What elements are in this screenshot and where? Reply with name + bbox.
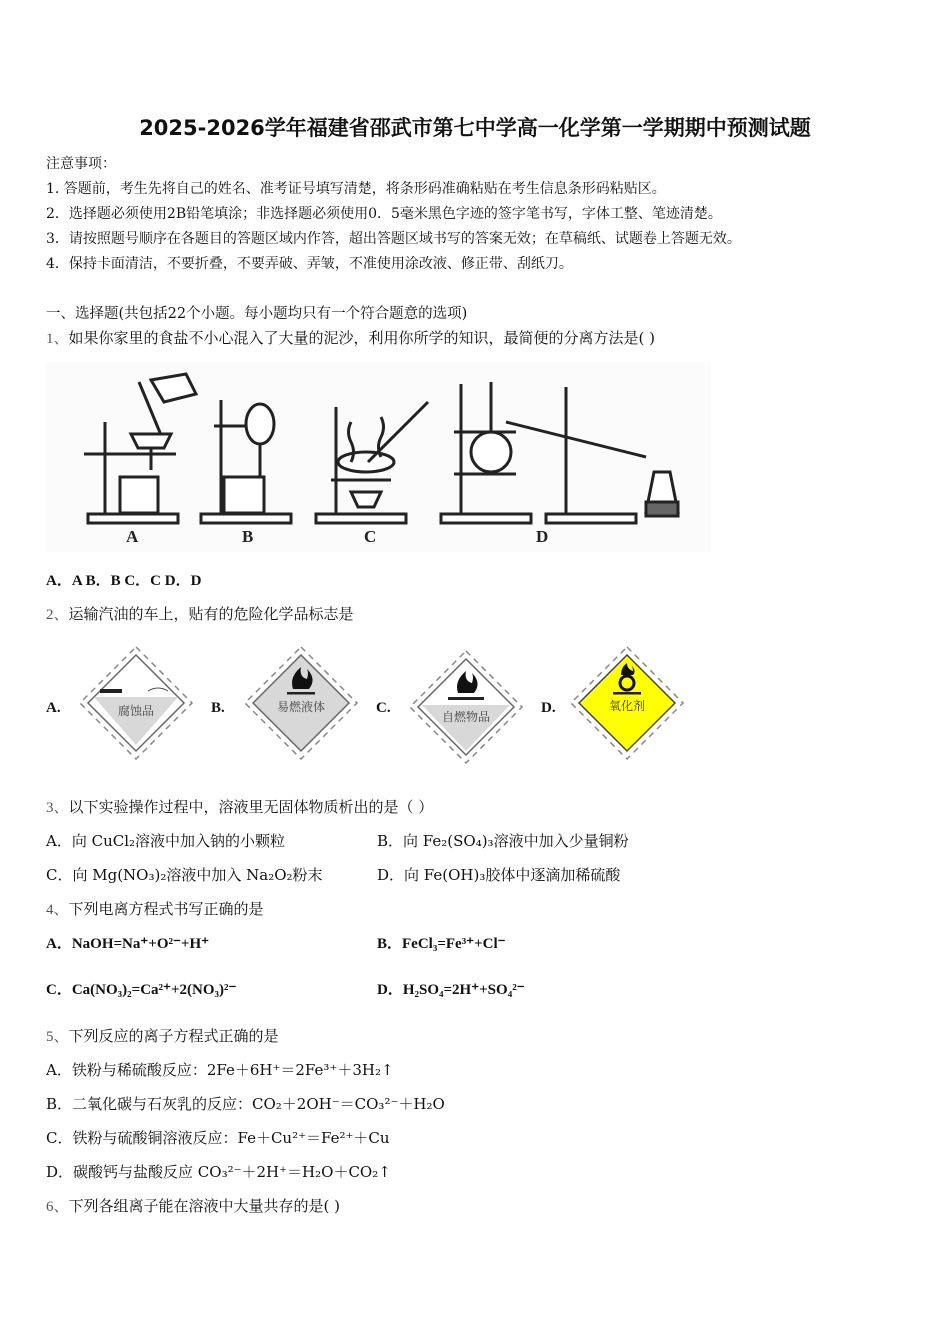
q3-option-d: D．向 Fe(OH)₃胶体中逐滴加稀硫酸 bbox=[377, 866, 621, 884]
flammable-liquid-sign-icon bbox=[243, 645, 359, 761]
question-number: 6、 bbox=[46, 1199, 69, 1215]
note-item-3: 3．请按照题号顺序在各题目的答题区域内作答，超出答题区域书写的答案无效；在草稿纸、试题卷上答题无效。 bbox=[46, 231, 741, 247]
question-number: 5、 bbox=[46, 1029, 69, 1045]
note-item-2: 2．选择题必须使用2B铅笔填涂；非选择题必须使用0．5毫米黑色字迹的签字笔书写，字体工整、笔迹清楚。 bbox=[46, 206, 722, 222]
question-text: 下列电离方程式书写正确的是 bbox=[68, 900, 264, 918]
spontaneously-combustible-sign-icon bbox=[408, 649, 524, 765]
section-heading: 一、选择题(共包括22个小题。每小题均只有一个符合题意的选项) bbox=[46, 306, 468, 322]
svg-text:易燃液体: 易燃液体 bbox=[276, 700, 326, 714]
page-title: 2025-2026学年福建省邵武市第七中学高一化学第一学期期中预测试题 bbox=[139, 116, 811, 140]
q5-option-c: C．铁粉与硫酸铜溶液反应：Fe＋Cu²⁺＝Fe²⁺＋Cu bbox=[46, 1129, 390, 1147]
question-5 bbox=[46, 1025, 279, 1046]
question-number: 2、 bbox=[46, 607, 69, 623]
question-4 bbox=[46, 898, 264, 919]
question-text: 以下实验操作过程中，溶液里无固体物质析出的是（ ） bbox=[68, 798, 434, 816]
q5-option-b: B．二氧化碳与石灰乳的反应：CO₂＋2OH⁻＝CO₃²⁻＋H₂O bbox=[46, 1095, 445, 1113]
question-text: 下列各组离子能在溶液中大量共存的是( ) bbox=[68, 1197, 340, 1215]
question-text: 如果你家里的食盐不小心混入了大量的泥沙，利用你所学的知识，最简便的分离方法是( ) bbox=[68, 329, 655, 347]
svg-text:腐蚀品: 腐蚀品 bbox=[117, 704, 155, 718]
q3-option-c: C．向 Mg(NO₃)₂溶液中加入 Na₂O₂粉末 bbox=[46, 866, 323, 884]
q5-option-a: A．铁粉与稀硫酸反应：2Fe＋6H⁺＝2Fe³⁺＋3H₂↑ bbox=[46, 1061, 394, 1079]
figure-label-b: B bbox=[242, 527, 254, 546]
option-letter: A. bbox=[46, 700, 61, 716]
question-2 bbox=[46, 603, 354, 624]
q4-option-a: A．NaOH=Na⁺+O²⁻+H⁺ bbox=[46, 936, 210, 952]
question-number: 3、 bbox=[46, 800, 69, 816]
lab-apparatus-figure bbox=[46, 362, 711, 552]
figure-label-c: C bbox=[364, 527, 377, 546]
question-1 bbox=[46, 327, 655, 348]
q3-option-b: B．向 Fe₂(SO₄)₃溶液中加入少量铜粉 bbox=[377, 832, 629, 850]
q4-option-c: C．Ca(NO₃)₂=Ca²⁺+2(NO₃)²⁻ bbox=[46, 982, 237, 998]
q1-options: A．A B．B C．C D．D bbox=[46, 573, 202, 589]
option-letter: C. bbox=[376, 700, 391, 716]
option-letter: D. bbox=[541, 700, 556, 716]
q5-option-d: D．碳酸钙与盐酸反应 CO₃²⁻＋2H⁺＝H₂O＋CO₂↑ bbox=[46, 1163, 391, 1181]
q3-option-a: A．向 CuCl₂溶液中加入钠的小颗粒 bbox=[46, 832, 286, 850]
oxidizer-sign-icon bbox=[569, 645, 685, 761]
question-6 bbox=[46, 1195, 340, 1216]
question-text: 下列反应的离子方程式正确的是 bbox=[68, 1027, 279, 1045]
note-item-1: 1. 答题前，考生先将自己的姓名、准考证号填写清楚，将条形码准确粘贴在考生信息条形码粘贴区。 bbox=[46, 181, 666, 197]
figure-label-d: D bbox=[536, 527, 549, 546]
option-letter: B. bbox=[211, 700, 225, 716]
question-number: 1、 bbox=[46, 331, 69, 347]
apparatus-illustration bbox=[46, 362, 711, 552]
question-3 bbox=[46, 796, 433, 817]
svg-text:氧化剂: 氧化剂 bbox=[608, 699, 646, 713]
question-number: 4、 bbox=[46, 902, 69, 918]
q4-option-d: D．H₂SO₄=2H⁺+SO₄²⁻ bbox=[377, 982, 525, 998]
svg-text:自燃物品: 自燃物品 bbox=[441, 710, 491, 724]
corrosive-sign-icon bbox=[78, 645, 194, 761]
question-text: 运输汽油的车上，贴有的危险化学品标志是 bbox=[68, 605, 354, 623]
q4-option-b: B．FeCl₃=Fe³⁺+Cl⁻ bbox=[377, 936, 506, 952]
notes-heading: 注意事项： bbox=[46, 156, 116, 172]
figure-label-a: A bbox=[126, 527, 139, 546]
note-item-4: 4．保持卡面清洁，不要折叠，不要弄破、弄皱，不准使用涂改液、修正带、刮纸刀。 bbox=[46, 256, 573, 272]
